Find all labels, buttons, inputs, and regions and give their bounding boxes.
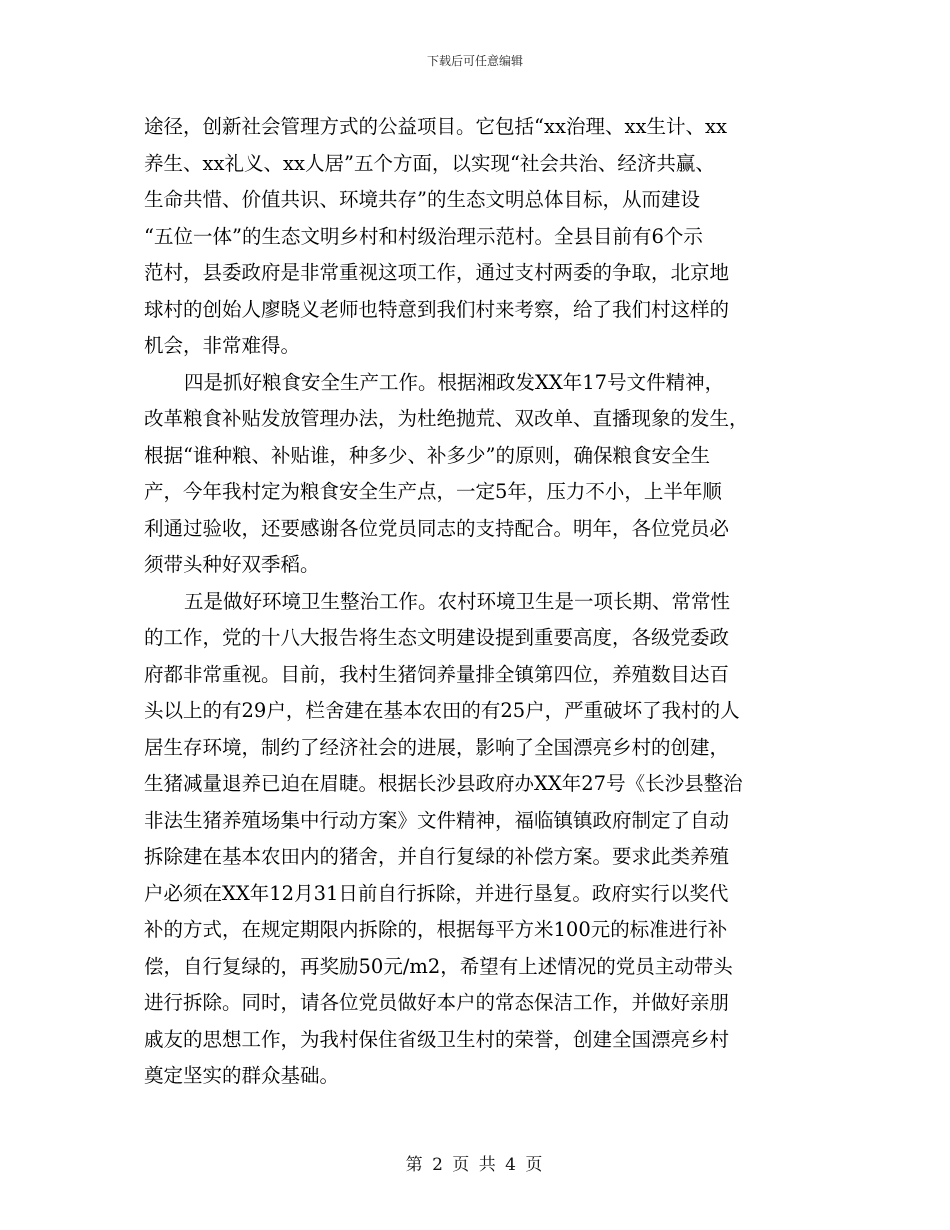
text-line: 四是抓好粮食安全生产工作。根据湘政发XX年17号文件精神， [184, 370, 725, 394]
text-line: 生命共惜、价值共识、环境共存”的生态文明总体目标，从而建设 [144, 188, 700, 211]
text-line: 户必须在XX年12月31日前自行拆除，并进行垦复。政府实行以奖代 [144, 881, 729, 905]
text-line: 范村，县委政府是非常重视这项工作，通过支村两委的争取，北京地 [144, 261, 730, 284]
page-number-footer: 第 2 页 共 4 页 [405, 1155, 545, 1175]
text-line: 五是做好环境卫生整治工作。农村环境卫生是一项长期、常常性 [184, 589, 731, 613]
text-line: 头以上的有29户，栏舍建在基本农田的有25户，严重破坏了我村的人 [144, 699, 740, 722]
document-body [144, 109, 820, 1095]
text-line: 拆除建在基本农田内的猪舍，并自行复绿的补偿方案。要求此类养殖 [144, 845, 730, 868]
text-line: 生猪减量退养已迫在眉睫。根据长沙县政府办XX年27号《长沙县整治 [144, 772, 743, 795]
text-line: 产，今年我村定为粮食安全生产点，一定5年，压力不小，上半年顺 [144, 480, 722, 503]
text-line: 球村的创始人廖晓义老师也特意到我们村来考察，给了我们村这样的 [144, 297, 730, 321]
text-line: 进行拆除。同时，请各位党员做好本户的常态保洁工作，并做好亲朋 [144, 991, 730, 1014]
text-line: 居生存环境，制约了经济社会的进展，影响了全国漂亮乡村的创建， [144, 735, 730, 759]
text-line: 补的方式，在规定期限内拆除的，根据每平方米100元的标准进行补 [144, 918, 728, 941]
text-line: 府都非常重视。目前，我村生猪饲养量排全镇第四位，养殖数目达百 [144, 662, 730, 686]
text-line: 改革粮食补贴发放管理办法，为杜绝抛荒、双改单、直播现象的发生， [144, 407, 749, 430]
text-line: 奠定坚实的群众基础。 [144, 1064, 340, 1087]
page-header-note: 下载后可任意编辑 [426, 54, 523, 68]
text-line: 根据“谁种粮、补贴谁，种多少、补多少”的原则，确保粮食安全生 [144, 443, 710, 467]
text-line: 养生、xx礼义、xx人居”五个方面，以实现“社会共治、经济共赢、 [144, 151, 715, 175]
text-line: 须带头种好双季稻。 [144, 553, 320, 576]
text-line: 戚友的思想工作，为我村保住省级卫生村的荣誉，创建全国漂亮乡村 [144, 1027, 730, 1051]
text-line: 非法生猪养殖场集中行动方案》文件精神，福临镇镇政府制定了自动 [144, 808, 730, 832]
text-line: 机会，非常难得。 [144, 334, 301, 357]
text-line: 偿，自行复绿的，再奖励50元/m2，希望有上述情况的党员主动带头 [144, 954, 733, 978]
text-line: “五位一体”的生态文明乡村和村级治理示范村。全县目前有6个示 [144, 224, 703, 248]
text-line: 利通过验收，还要感谢各位党员同志的支持配合。明年，各位党员必 [144, 516, 730, 540]
text-line: 途径，创新社会管理方式的公益项目。它包括“xx治理、xx生计、xx [144, 115, 727, 138]
text-line: 的工作，党的十八大报告将生态文明建设提到重要高度，各级党委政 [144, 626, 730, 649]
